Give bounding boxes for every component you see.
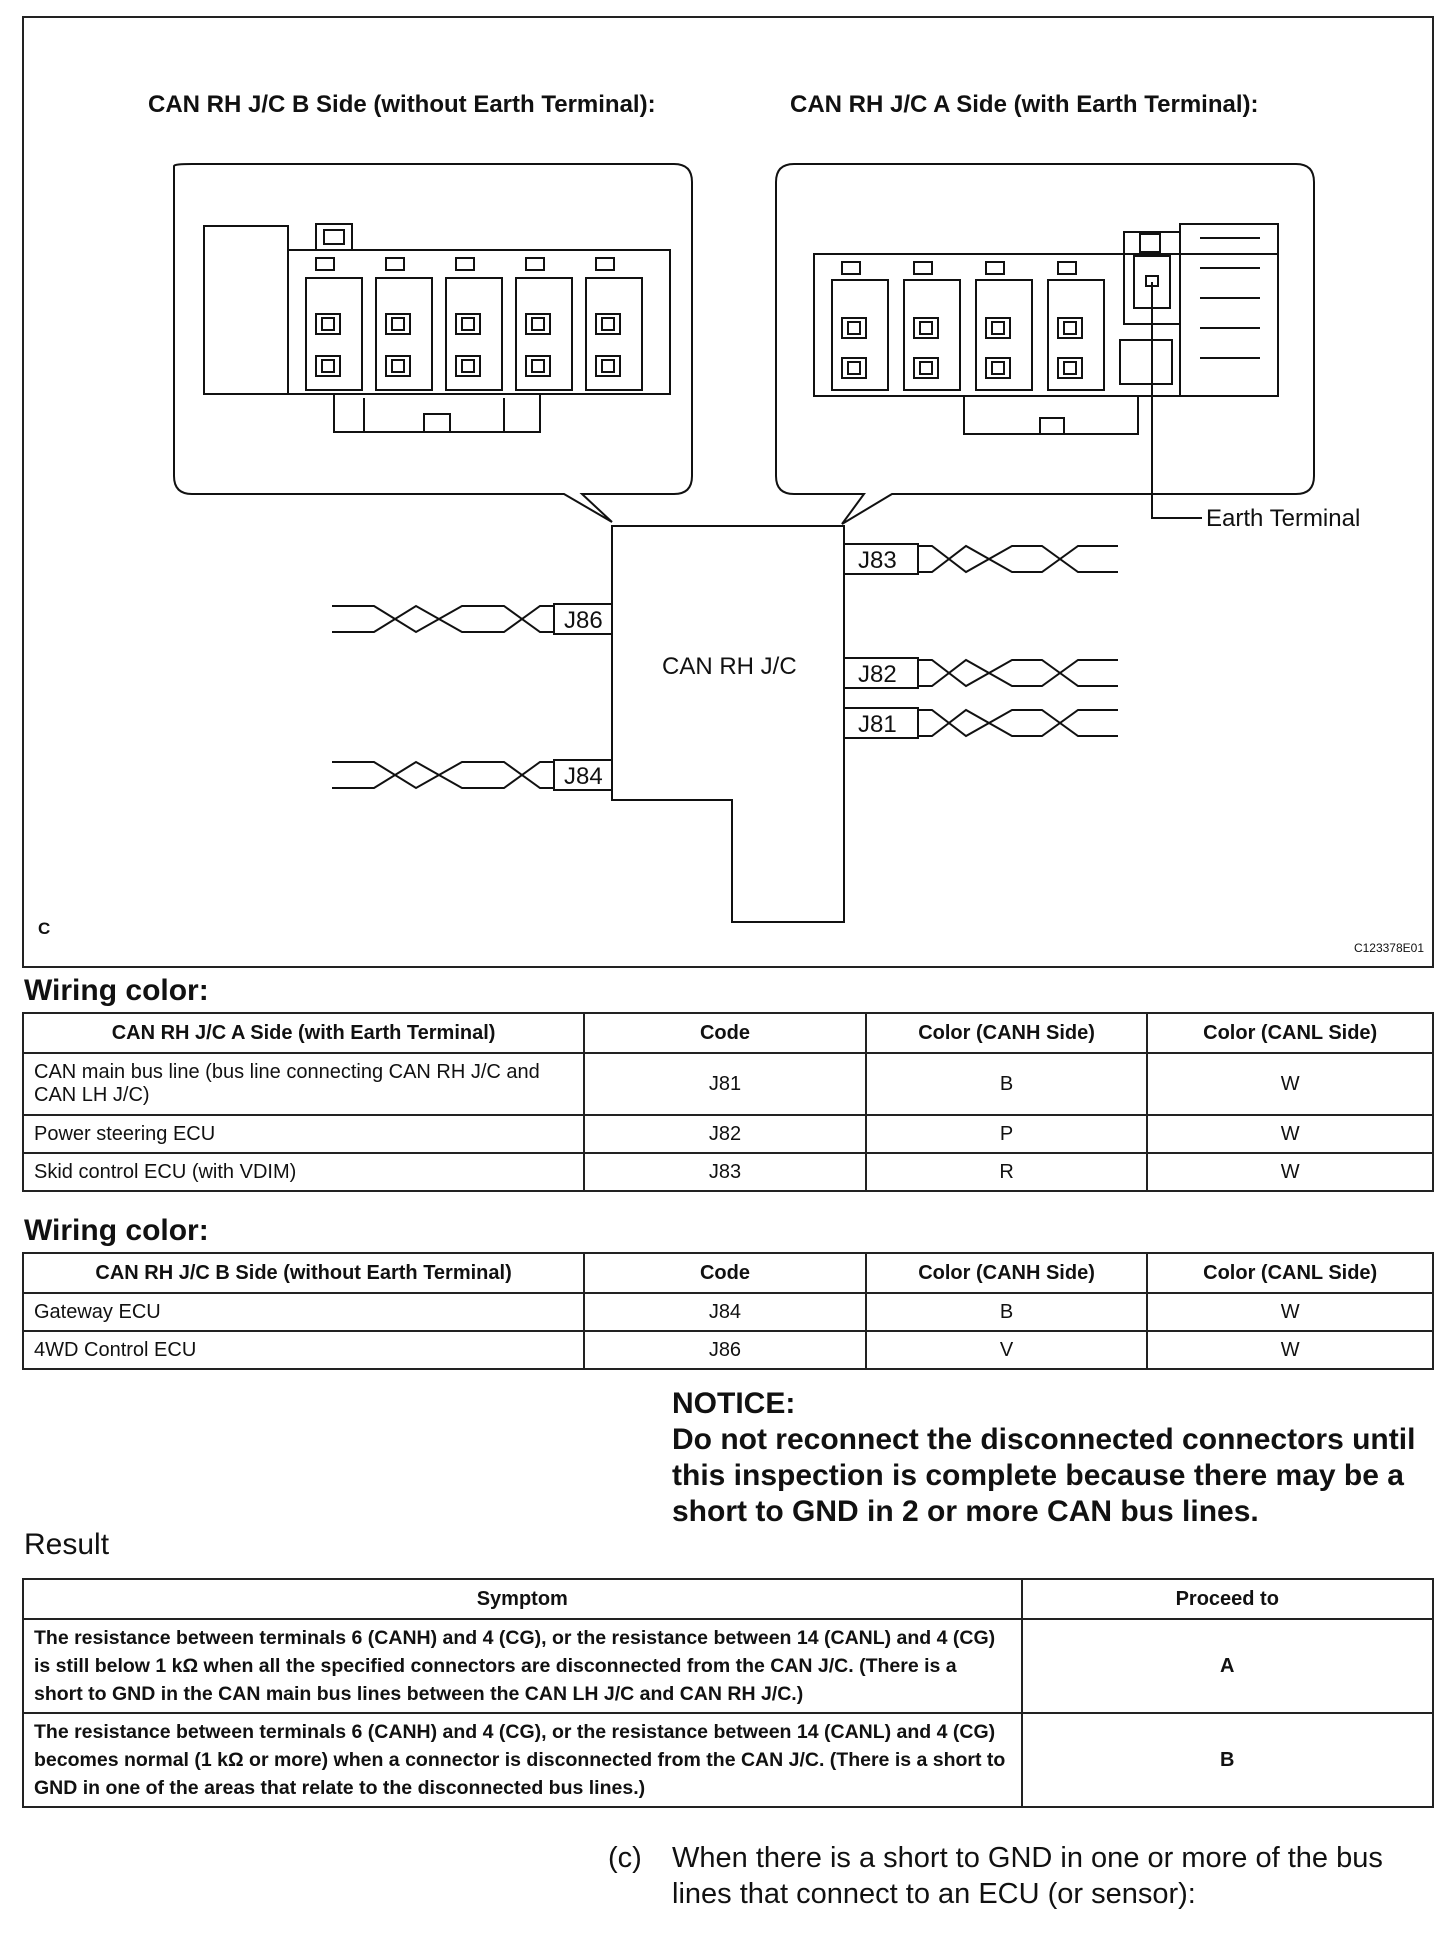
jc-block	[612, 526, 844, 922]
a-side-connector	[814, 224, 1278, 518]
table-cell: W	[1147, 1153, 1433, 1191]
col-header: CAN RH J/C B Side (without Earth Terminal)	[23, 1253, 584, 1293]
wiring-a-table	[22, 1012, 1434, 1192]
corner-letter: C	[38, 919, 51, 938]
table-cell: B	[866, 1293, 1148, 1331]
table-row	[23, 1053, 1433, 1115]
table-cell: J82	[584, 1115, 866, 1153]
table-row	[23, 1153, 1433, 1191]
connector-j81-label: J81	[858, 711, 897, 738]
col-header: CAN RH J/C A Side (with Earth Terminal)	[23, 1013, 584, 1053]
table-row	[23, 1713, 1433, 1807]
table-cell: W	[1147, 1053, 1433, 1115]
table-cell: J83	[584, 1153, 866, 1191]
table-cell: 4WD Control ECU	[23, 1331, 584, 1369]
table-row	[23, 1115, 1433, 1153]
step-number: (c)	[608, 1842, 642, 1874]
result-table	[22, 1578, 1434, 1808]
table-header-row	[23, 1253, 1433, 1293]
table-cell: W	[1147, 1115, 1433, 1153]
table-cell: W	[1147, 1293, 1433, 1331]
jc-label: CAN RH J/C	[662, 653, 797, 680]
col-header: Color (CANH Side)	[866, 1013, 1148, 1053]
notice-text: Do not reconnect the disconnected connectors until this inspection is complete because there may be a short to GND in 2 or more CAN bus lines.	[672, 1423, 1416, 1528]
figure-id: C123378E01	[1353, 941, 1424, 955]
earth-terminal-leader	[1152, 282, 1202, 518]
result-heading: Result	[24, 1528, 110, 1561]
table-header-row	[23, 1013, 1433, 1053]
col-header: Color (CANL Side)	[1147, 1013, 1433, 1053]
table-header-row	[23, 1579, 1433, 1619]
wiring-b-table	[22, 1252, 1434, 1370]
col-header: Proceed to	[1022, 1579, 1433, 1619]
col-header: Code	[584, 1253, 866, 1293]
earth-terminal-label: Earth Terminal	[1206, 505, 1361, 532]
connector-j83-label: J83	[858, 547, 897, 574]
b-side-cavities	[306, 258, 642, 390]
b-side-connector	[204, 224, 670, 432]
symptom-cell: The resistance between terminals 6 (CANH) and 4 (CG), or the resistance between 14 (CANL) and 4 (CG) becomes normal (1 kΩ or more) when a connector is disconnected from the CAN J/C. (There is a short to GND in one of the areas that relate to the disconnected bus lines.)	[23, 1713, 1022, 1807]
a-side-title: CAN RH J/C A Side (with Earth Terminal):	[790, 91, 1259, 118]
proceed-cell: B	[1022, 1713, 1433, 1807]
wiring-b-heading: Wiring color:	[24, 1214, 209, 1247]
table-row	[23, 1331, 1433, 1369]
table-cell: Power steering ECU	[23, 1115, 584, 1153]
col-header: Color (CANH Side)	[866, 1253, 1148, 1293]
table-cell: Skid control ECU (with VDIM)	[23, 1153, 584, 1191]
diagram-svg	[24, 18, 1436, 970]
connector-j86-label: J86	[564, 607, 603, 634]
connector-j84-label: J84	[564, 763, 603, 790]
col-header: Symptom	[23, 1579, 1022, 1619]
table-cell: J84	[584, 1293, 866, 1331]
table-row	[23, 1293, 1433, 1331]
proceed-cell: A	[1022, 1619, 1433, 1713]
table-cell: V	[866, 1331, 1148, 1369]
table-cell: W	[1147, 1331, 1433, 1369]
table-cell: J81	[584, 1053, 866, 1115]
table-cell: R	[866, 1153, 1148, 1191]
table-cell: B	[866, 1053, 1148, 1115]
table-cell: J86	[584, 1331, 866, 1369]
a-side-callout	[776, 164, 1314, 524]
connector-j82-label: J82	[858, 661, 897, 688]
table-cell: CAN main bus line (bus line connecting CAN RH J/C and CAN LH J/C)	[23, 1053, 584, 1115]
wiring-a-heading: Wiring color:	[24, 974, 209, 1007]
step-text: When there is a short to GND in one or more of the bus lines that connect to an ECU (or sensor):	[672, 1842, 1383, 1910]
b-side-title: CAN RH J/C B Side (without Earth Terminal):	[148, 91, 656, 118]
col-header: Code	[584, 1013, 866, 1053]
notice-block	[672, 1386, 1432, 1530]
connector-diagram	[22, 16, 1434, 968]
table-cell: P	[866, 1115, 1148, 1153]
symptom-cell: The resistance between terminals 6 (CANH) and 4 (CG), or the resistance between 14 (CANL) and 4 (CG) is still below 1 kΩ when all the specified connectors are disconnected from the CAN J/C. (There is a short to GND in the CAN main bus lines between the CAN LH J/C and CAN RH J/C.)	[23, 1619, 1022, 1713]
table-cell: Gateway ECU	[23, 1293, 584, 1331]
a-side-cavities	[832, 262, 1104, 390]
col-header: Color (CANL Side)	[1147, 1253, 1433, 1293]
notice-title: NOTICE:	[672, 1387, 796, 1420]
table-row	[23, 1619, 1433, 1713]
